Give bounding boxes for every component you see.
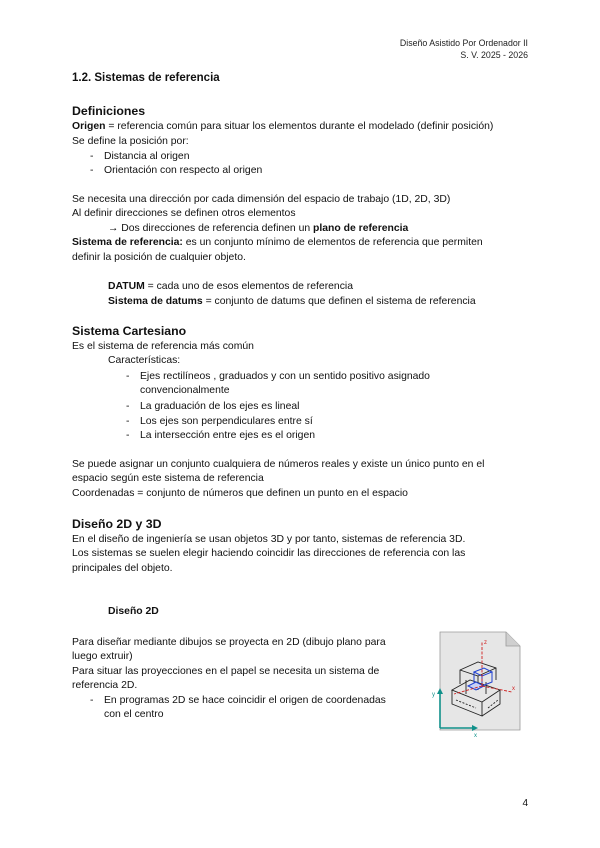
coordinate-system-figure: [430, 630, 530, 740]
list-item: - Distancia al origen: [90, 151, 190, 162]
cartesiano-intro: Es el sistema de referencia más común: [72, 341, 254, 352]
direcciones-line-2: Al definir direcciones se definen otros elementos: [72, 208, 296, 219]
list-item: - Orientación con respecto al origen: [90, 165, 263, 176]
list-item: - Los ejes son perpendiculares entre sí: [126, 416, 313, 427]
list-item: - La graduación de los ejes es lineal: [126, 401, 300, 412]
caracteristicas-label: Características:: [108, 355, 181, 366]
axis-label-x: x: [474, 733, 477, 739]
axis-label-z: z: [484, 640, 487, 646]
origen-term: Origen: [72, 121, 106, 132]
datum-definition: DATUM = cada uno de esos elementos de referencia: [108, 281, 353, 292]
cartesiano-paragraph-line-1: Se puede asignar un conjunto cualquiera de números reales y existe un único punto en el: [72, 459, 485, 470]
list-item-continuation: convencionalmente: [140, 385, 230, 396]
list-item: - Ejes rectilíneos , graduados y con un sentido positivo asignado: [126, 371, 430, 382]
datums-definition: Sistema de datums = conjunto de datums que definen el sistema de referencia: [108, 296, 476, 307]
diseno-2d-line-3: Para situar las proyecciones en el papel se necesita un sistema de: [72, 666, 380, 677]
definiciones-heading: Definiciones: [72, 104, 146, 118]
sistema-referencia-line-2: definir la posición de cualquier objeto.: [72, 252, 246, 263]
posicion-intro: Se define la posición por:: [72, 136, 189, 147]
cartesiano-paragraph-line-2: espacio según este sistema de referencia: [72, 473, 264, 484]
cartesiano-heading: Sistema Cartesiano: [72, 324, 187, 338]
diseno-2d-subheading: Diseño 2D: [108, 606, 159, 617]
plano-referencia-line: → Dos direcciones de referencia definen un plano de referencia: [108, 223, 409, 234]
diseno-paragraph-line-1: En el diseño de ingeniería se usan objetos 3D y por tanto, sistemas de referencia 3D.: [72, 534, 466, 545]
origen-definition: Origen = referencia común para situar los elementos durante el modelado (definir posición): [72, 121, 494, 132]
course-title: Diseño Asistido Por Ordenador II: [399, 38, 528, 48]
diseno-2d-line-4: referencia 2D.: [72, 680, 138, 691]
diseno-2d-line-1: Para diseñar mediante dibujos se proyecta en 2D (dibujo plano para: [72, 637, 386, 648]
diseno-2d-line-2: luego extruir): [72, 651, 133, 662]
page-header: [400, 37, 528, 61]
sistema-referencia-line-1: Sistema de referencia: es un conjunto mínimo de elementos de referencia que permiten: [72, 237, 483, 248]
author-year: S. V. 2025 - 2026: [460, 50, 528, 60]
diseno-heading: Diseño 2D y 3D: [72, 517, 162, 531]
list-item-continuation: con el centro: [104, 709, 164, 720]
section-title: 1.2. Sistemas de referencia: [72, 72, 220, 84]
page-number: 4: [522, 798, 528, 809]
list-item: - La intersección entre ejes es el origen: [126, 430, 316, 441]
list-item: - En programas 2D se hace coincidir el origen de coordenadas: [90, 695, 386, 706]
axis-label-y: y: [432, 692, 435, 698]
diseno-paragraph-line-3: principales del objeto.: [72, 563, 173, 574]
diseno-paragraph-line-2: Los sistemas se suelen elegir haciendo coincidir las direcciones de referencia con las: [72, 548, 466, 559]
direcciones-line-1: Se necesita una dirección por cada dimensión del espacio de trabajo (1D, 2D, 3D): [72, 194, 451, 205]
coordenadas-definition: Coordenadas = conjunto de números que definen un punto en el espacio: [72, 488, 408, 499]
axis-label-x-red: x: [512, 686, 515, 692]
